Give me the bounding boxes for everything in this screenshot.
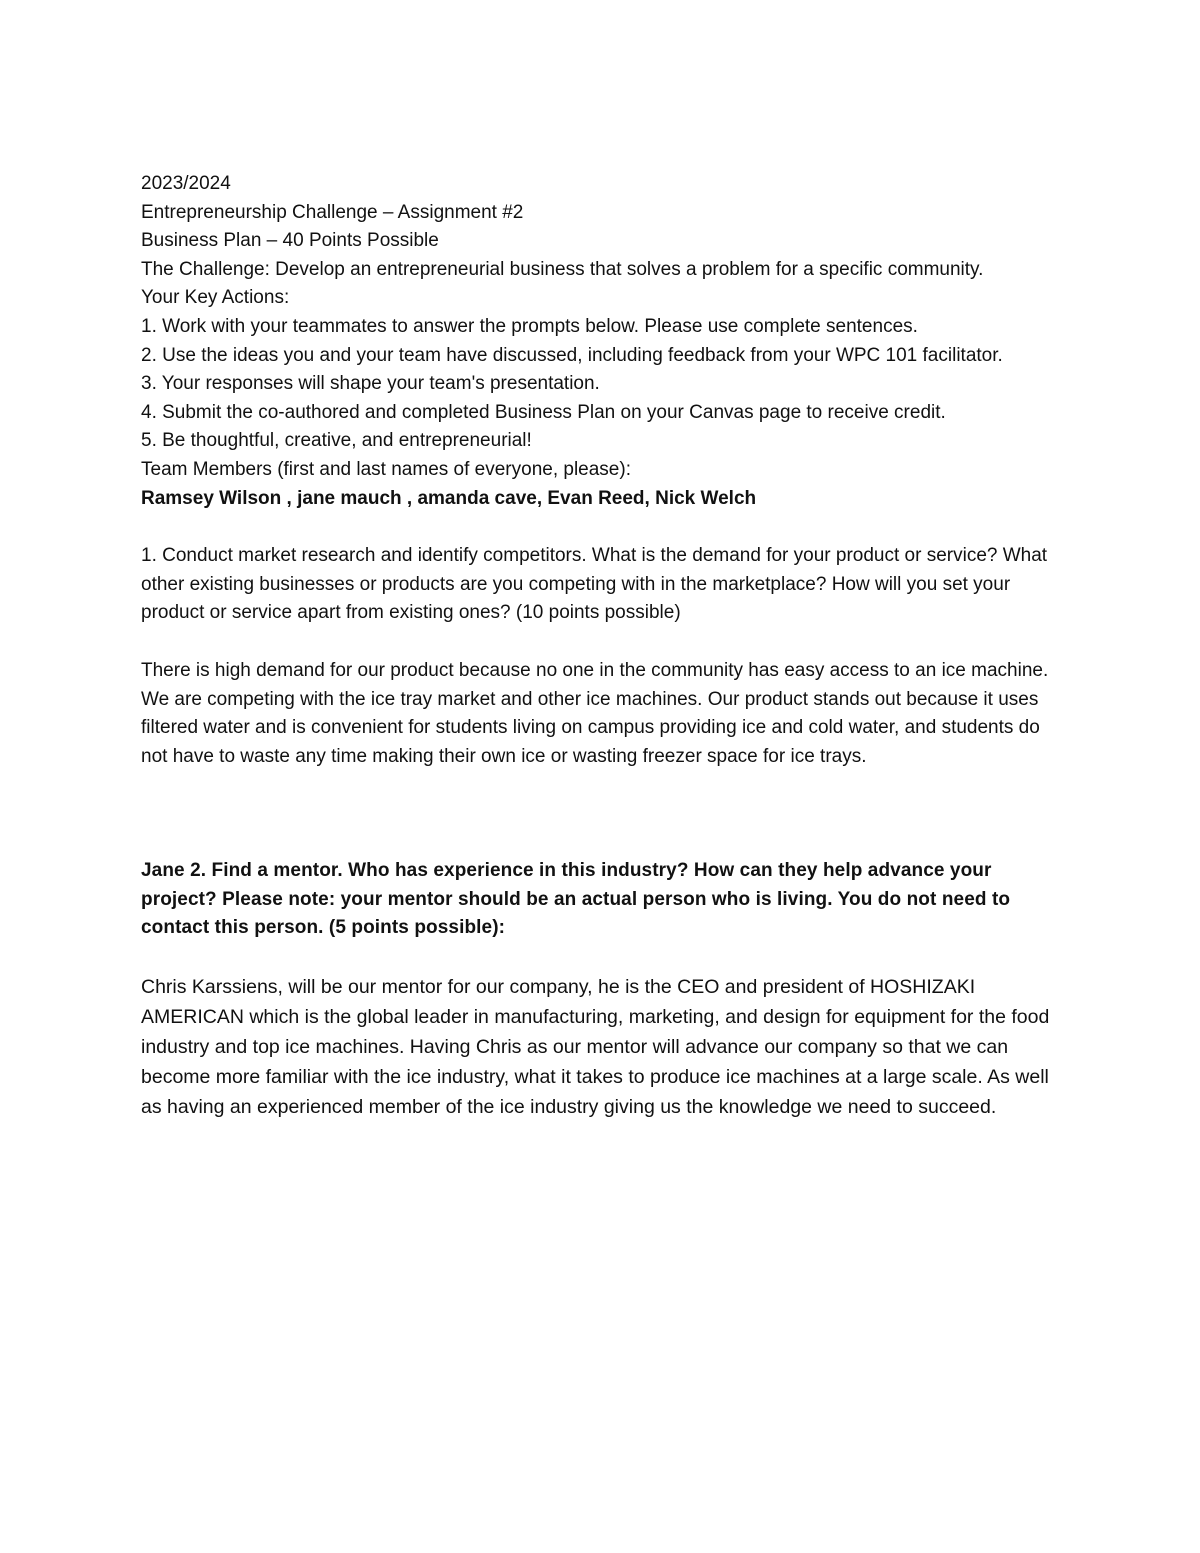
- spacer: [141, 628, 1071, 657]
- spacer: [141, 943, 1071, 972]
- spacer: [141, 513, 1071, 542]
- team-members-heading: Team Members (first and last names of everyone, please):: [141, 458, 631, 480]
- key-action-item: 2. Use the ideas you and your team have discussed, including feedback from your WPC 101 facilitator.: [141, 344, 1003, 366]
- assignment-subtitle: Business Plan – 40 Points Possible: [141, 230, 439, 252]
- challenge-statement: The Challenge: Develop an entrepreneurial business that solves a problem for a specific community.: [141, 258, 984, 280]
- spacer: [141, 771, 1071, 857]
- document-body: [141, 170, 1071, 1122]
- question-2-prompt: Jane 2. Find a mentor. Who has experience in this industry? How can they help advance your project? Please note: your mentor should be an actual person who is living. You do not need to contact this person. (5 points possible):: [141, 860, 1011, 939]
- school-year: 2023/2024: [141, 173, 231, 194]
- question-2-answer: Chris Karssiens, will be our mentor for our company, he is the CEO and president of HOSHIZAKI AMERICAN which is the global leader in manufacturing, marketing, and design for equipment for the food industry and top ice machines. Having Chris as our mentor will advance our company so that we can become more familiar with the ice industry, what it takes to produce ice machines at a large scale. As well as having an experienced member of the ice industry giving us the knowledge we need to succeed.: [141, 976, 1050, 1119]
- team-members-list: Ramsey Wilson , jane mauch , amanda cave, Evan Reed, Nick Welch: [141, 487, 757, 509]
- question-1-answer: There is high demand for our product because no one in the community has easy access to an ice machine. We are competing with the ice tray market and other ice machines. Our product stands out because it uses filtered water and is convenient for students living on campus providing ice and cold water, and students do not have to waste any time making their own ice or wasting freezer space for ice trays.: [141, 659, 1049, 767]
- assignment-title: Entrepreneurship Challenge – Assignment #2: [141, 201, 524, 223]
- question-1-prompt: 1. Conduct market research and identify competitors. What is the demand for your product or service? What other existing businesses or products are you competing with in the marketplace? How will you set your product or service apart from existing ones? (10 points possible): [141, 545, 1048, 624]
- key-actions-heading: Your Key Actions:: [141, 287, 290, 309]
- key-action-item: 5. Be thoughtful, creative, and entrepreneurial!: [141, 430, 532, 452]
- key-action-item: 4. Submit the co-authored and completed Business Plan on your Canvas page to receive credit.: [141, 401, 946, 423]
- key-action-item: 3. Your responses will shape your team's presentation.: [141, 373, 600, 395]
- key-action-item: 1. Work with your teammates to answer the prompts below. Please use complete sentences.: [141, 315, 918, 337]
